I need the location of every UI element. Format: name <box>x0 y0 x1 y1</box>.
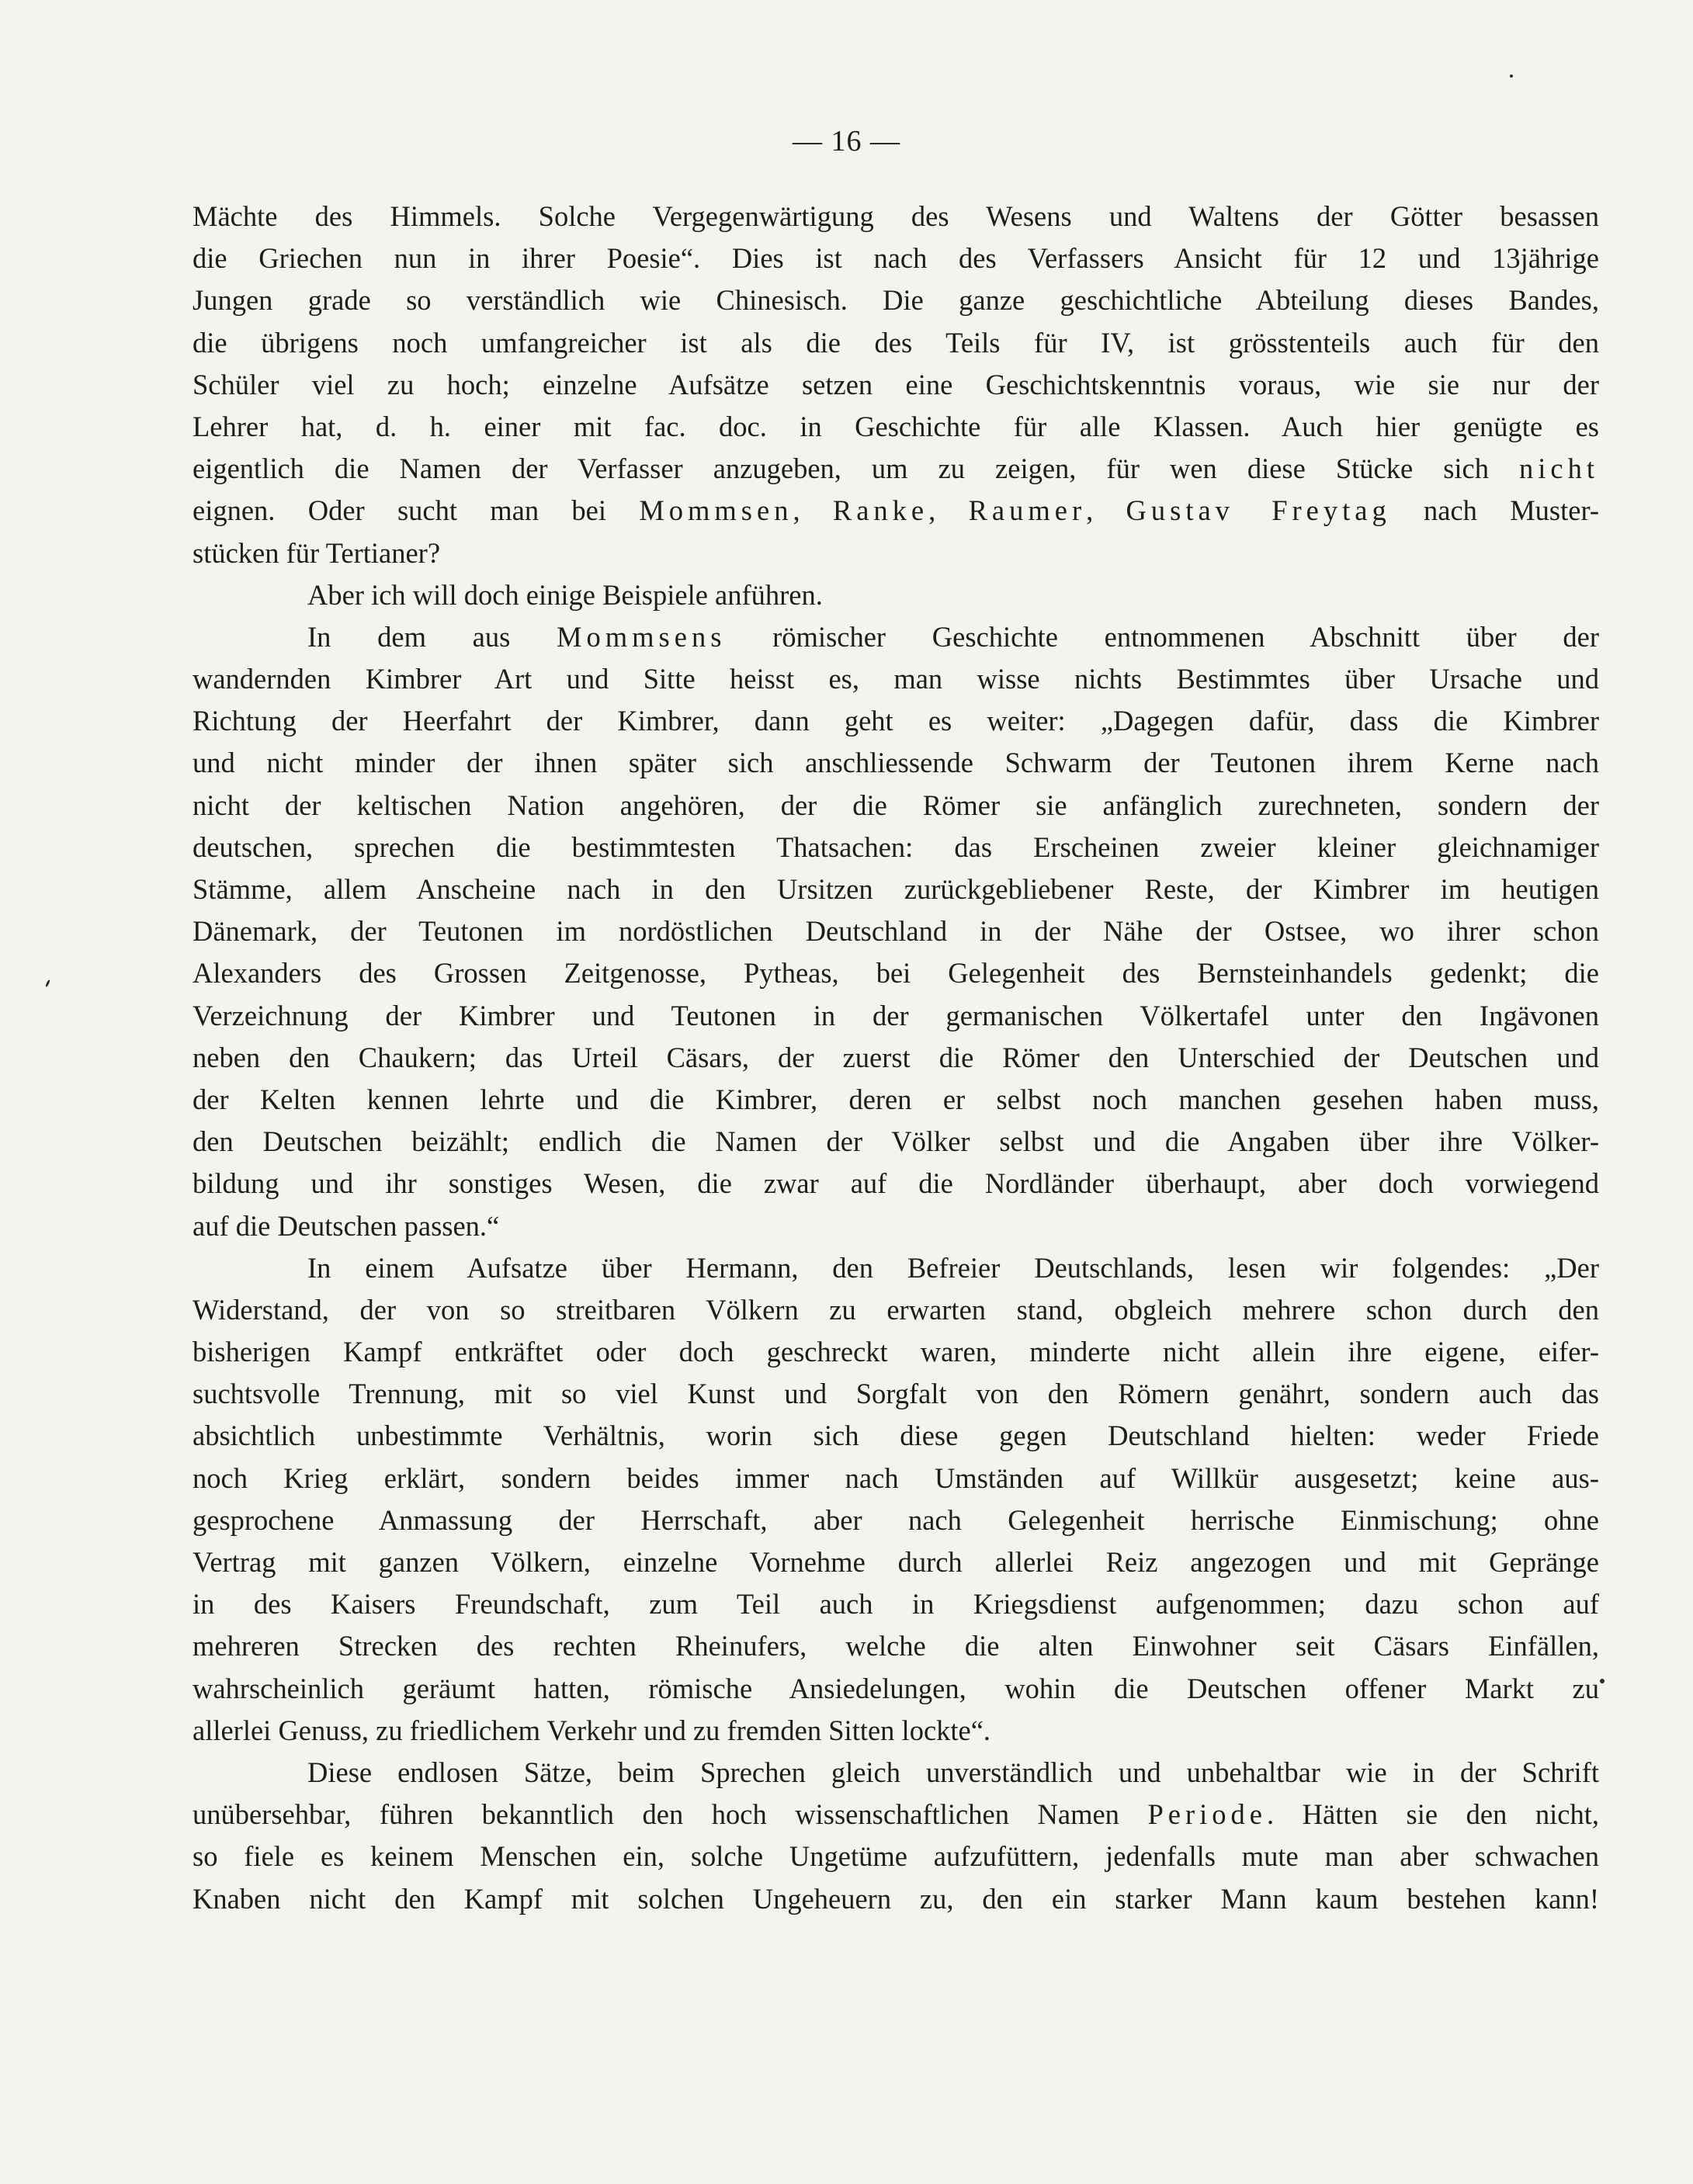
text-segment: nach Muster- <box>1390 494 1600 527</box>
text-line <box>193 279 1599 321</box>
text-segment: Verzeichnung der Kimbrer und Teutonen in der germanischen Völkertafel unter den Ingävonen <box>193 999 1599 1031</box>
text-line <box>193 658 1599 700</box>
text-line <box>193 827 1599 868</box>
text-line <box>193 616 1599 658</box>
text-segment: und nicht minder der ihnen später sich anschliessende Schwarm der Teutonen ihrem Kerne nach <box>193 747 1599 779</box>
text-segment: gesprochene Anmassung der Herrschaft, aber nach Gelegenheit herrische Einmischung; ohne <box>193 1503 1599 1536</box>
text-segment: deutschen, sprechen die bestimmtesten Thatsachen: das Erscheinen zweier kleiner gleichnamiger <box>193 830 1599 863</box>
paragraph <box>193 616 1599 1247</box>
spaced-emphasis: Mommsens <box>557 620 727 653</box>
text-line <box>193 1499 1599 1541</box>
text-segment: Stämme, allem Anscheine nach in den Ursitzen zurückgebliebener Reste, der Kimbrer im heutigen <box>193 873 1599 905</box>
text-segment: auf die Deutschen passen.“ <box>193 1209 500 1242</box>
text-segment: stücken für Tertianer? <box>193 536 441 569</box>
text-line <box>193 1079 1599 1121</box>
text-segment: Lehrer hat, d. h. einer mit fac. doc. in Geschichte für alle Klassen. Auch hier genügte es <box>193 410 1599 442</box>
text-segment: , <box>1086 494 1126 527</box>
text-segment: Diese endlosen Sätze, beim Sprechen gleich unverständlich und unbehaltbar wie in der Schrift <box>307 1756 1599 1788</box>
text-segment: der Kelten kennen lehrte und die Kimbrer, deren er selbst noch manchen gesehen haben muss, <box>193 1083 1599 1115</box>
text-segment: eigentlich die Namen der Verfasser anzugeben, um zu zeigen, für wen diese Stücke sich <box>193 452 1520 485</box>
text-line <box>193 1752 1599 1794</box>
text-line <box>193 1037 1599 1079</box>
spaced-emphasis: Raumer <box>968 494 1087 527</box>
text-segment: nicht der keltischen Nation angehören, der die Römer sie anfänglich zurechneten, sondern der <box>193 789 1599 821</box>
text-line <box>193 1583 1599 1625</box>
text-segment: Schüler viel zu hoch; einzelne Aufsätze setzen eine Geschichtskenntnis voraus, wie sie nur der <box>193 368 1599 400</box>
text-line <box>193 237 1599 279</box>
paragraph <box>193 196 1599 574</box>
text-line <box>193 1668 1599 1710</box>
text-line <box>193 1415 1599 1457</box>
text-line <box>193 1331 1599 1373</box>
text-segment: römischer Geschichte entnommenen Abschnitt über der <box>726 620 1599 653</box>
text-line <box>193 1121 1599 1163</box>
spaced-emphasis: Mommsen <box>639 494 793 527</box>
text-line <box>193 1710 1599 1752</box>
text-line <box>193 1247 1599 1289</box>
page-number: — 16 — <box>793 125 900 158</box>
text-segment: allerlei Genuss, zu friedlichem Verkehr und zu fremden Sitten lockte“. <box>193 1714 991 1746</box>
text-line <box>193 1836 1599 1877</box>
text-segment: In einem Aufsatze über Hermann, den Befreier Deutschlands, lesen wir folgendes: „Der <box>307 1251 1599 1284</box>
text-segment: Dänemark, der Teutonen im nordöstlichen Deutschland in der Nähe der Ostsee, wo ihrer schon <box>193 915 1599 948</box>
text-segment: mehreren Strecken des rechten Rheinufers, welche die alten Einwohner seit Cäsars Einfällen, <box>193 1630 1599 1662</box>
text-line <box>193 574 1599 616</box>
text-segment: bisherigen Kampf entkräftet oder doch geschreckt waren, minderte nicht allein ihre eigene, eifer- <box>193 1336 1599 1368</box>
text-segment: wandernden Kimbrer Art und Sitte heisst es, man wisse nichts Bestimmtes über Ursache und <box>193 663 1599 695</box>
text-line <box>193 1458 1599 1499</box>
text-segment: Widerstand, der von so streitbaren Völkern zu erwarten stand, obgleich mehrere schon durch den <box>193 1293 1599 1326</box>
text-segment: Richtung der Heerfahrt der Kimbrer, dann geht es weiter: „Dagegen dafür, dass die Kimbrer <box>193 705 1599 737</box>
text-segment: suchtsvolle Trennung, mit so viel Kunst und Sorgfalt von den Römern genährt, sondern auch das <box>193 1378 1599 1410</box>
text-line <box>193 1373 1599 1415</box>
text-segment: so fiele es keinem Menschen ein, solche Ungetüme aufzufüttern, jedenfalls mute man aber schwachen <box>193 1840 1599 1873</box>
text-segment: neben den Chaukern; das Urteil Cäsars, der zuerst die Römer den Unterschied der Deutschen und <box>193 1041 1599 1073</box>
print-speck <box>1510 75 1513 78</box>
print-speck <box>1600 1679 1605 1683</box>
text-segment: den Deutschen beizählt; endlich die Namen der Völker selbst und die Angaben über ihre Völker- <box>193 1125 1599 1158</box>
spaced-emphasis: nicht <box>1519 452 1599 485</box>
body-text <box>193 196 1599 1920</box>
text-line <box>193 1163 1599 1205</box>
text-line <box>193 995 1599 1037</box>
text-line <box>193 785 1599 827</box>
text-segment: unübersehbar, führen bekanntlich den hoch wissenschaftlichen Namen <box>193 1798 1148 1831</box>
text-line <box>193 1794 1599 1836</box>
text-line <box>193 448 1599 490</box>
paragraph <box>193 1752 1599 1920</box>
text-line <box>193 1205 1599 1247</box>
text-segment: , <box>928 494 969 527</box>
text-line <box>193 196 1599 237</box>
spaced-emphasis: Gustav Freytag <box>1126 494 1391 527</box>
text-segment: Aber ich will doch einige Beispiele anführen. <box>307 578 823 611</box>
text-segment: In dem aus <box>307 620 557 653</box>
text-line <box>193 1878 1599 1920</box>
text-segment: absichtlich unbestimmte Verhältnis, worin sich diese gegen Deutschland hielten: weder Friede <box>193 1420 1599 1452</box>
text-line <box>193 742 1599 784</box>
text-segment: Mächte des Himmels. Solche Vergegenwärtigung des Wesens und Waltens der Götter besassen <box>193 200 1599 232</box>
text-segment: noch Krieg erklärt, sondern beides immer nach Umständen auf Willkür ausgesetzt; keine aus- <box>193 1461 1599 1494</box>
text-segment: . Hätten sie den nicht, <box>1266 1798 1599 1831</box>
text-line <box>193 700 1599 742</box>
text-line <box>193 406 1599 448</box>
text-line <box>193 952 1599 994</box>
text-segment: in des Kaisers Freundschaft, zum Teil auch in Kriegsdienst aufgenommen; dazu schon auf <box>193 1588 1599 1621</box>
text-segment: eignen. Oder sucht man bei <box>193 494 640 527</box>
text-segment: Vertrag mit ganzen Völkern, einzelne Vornehme durch allerlei Reiz angezogen und mit Gepränge <box>193 1546 1599 1578</box>
text-segment: wahrscheinlich geräumt hatten, römische Ansiedelungen, wohin die Deutschen offener Markt zu <box>193 1672 1599 1704</box>
text-line <box>193 490 1599 532</box>
text-line <box>193 322 1599 364</box>
text-segment: , <box>793 494 833 527</box>
text-line <box>193 1541 1599 1583</box>
spaced-emphasis: Ranke <box>832 494 929 527</box>
text-line <box>193 910 1599 952</box>
text-line <box>193 1289 1599 1331</box>
text-line <box>193 532 1599 574</box>
text-line <box>193 868 1599 910</box>
text-segment: Knaben nicht den Kampf mit solchen Ungeheuern zu, den ein starker Mann kaum bestehen kann! <box>193 1882 1599 1915</box>
text-segment: die übrigens noch umfangreicher ist als die des Teils für IV, ist grösstenteils auch für den <box>193 326 1599 359</box>
text-segment: Jungen grade so verständlich wie Chinesisch. Die ganze geschichtliche Abteilung dieses Bandes, <box>193 284 1599 317</box>
print-speck <box>45 979 50 987</box>
paragraph <box>193 574 1599 616</box>
paragraph <box>193 1247 1599 1752</box>
text-segment: Alexanders des Grossen Zeitgenosse, Pytheas, bei Gelegenheit des Bernsteinhandels gedenkt; die <box>193 957 1599 990</box>
text-segment: bildung und ihr sonstiges Wesen, die zwar auf die Nordländer überhaupt, aber doch vorwiegend <box>193 1167 1599 1200</box>
text-line <box>193 1625 1599 1667</box>
spaced-emphasis: Periode <box>1147 1798 1267 1831</box>
text-line <box>193 364 1599 406</box>
text-segment: die Griechen nun in ihrer Poesie“. Dies ist nach des Verfassers Ansicht für 12 und 13jährige <box>193 242 1599 275</box>
